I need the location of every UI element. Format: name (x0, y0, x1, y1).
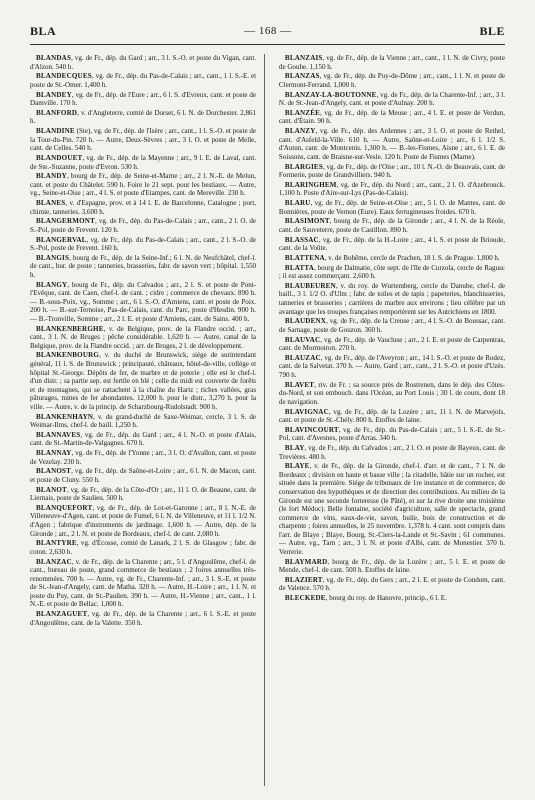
dictionary-entry (279, 381, 505, 407)
entry-headword: BLANGERVAL (36, 235, 87, 244)
entry-headword: BLAVINCOURT (284, 425, 339, 434)
header-left-word: BLA (30, 23, 57, 38)
dictionary-entry (30, 154, 256, 171)
entry-headword: BLANFORD (36, 108, 78, 117)
entry-text: , vg. de Fr., dép. de la Creuse ; arr., 4 l. S.-O. de Boussac, cant. de Sarnage, poste de Gouzon. 360 h. (278, 317, 505, 334)
dictionary-entry (279, 163, 505, 180)
dictionary-entry (279, 354, 505, 380)
entry-headword: BLANZAS (284, 72, 320, 81)
entry-headword: BLANNAVES (36, 430, 81, 439)
entry-headword: BLAZIERT (284, 575, 323, 584)
entry-text: , v. du duché de Brunswick, siége de surintendant général, 11 l. S. de Brunswick ; principauté, châteaux, hôtel-de-ville, collége et hôpital St.-George. Dépôts de fer, de marbre et de poterie ; elle est le chef-l. d'un distr. ; sa partie sep. est fertile en blé ; celle du midi est couverte de forêts et de montagnes, qui se rattachent à la chaîne du Hartz ; riches vallées, gras pâturages, mines de fer abondantes. 12,000 h. pour le distr., 3,270 h. pour la ville. — Autre, v. de la princip. de Scharzbourg-Rudolstadt. 900 h. (30, 351, 257, 411)
entry-text: , vg. de Fr., dép. du Gers ; arr., 2 l. E. et poste de Condom, cant. de Valence. 570 h. (278, 575, 505, 593)
entry-text: , v. du roy. de Wurtemberg, cercle du Danube, chef-l. de baill., 3 l. 1/2 O. d'Ulm ; fabr. de toiles et de tapis ; papeteries, blanchisseries, tanneries et brasseries ; carrières de marbre aux environs ; lieu célèbre par un avantage que les troupes françaises remportèrent sur les Autrichiens en 1800. (278, 281, 505, 316)
entry-headword: BLANDEY (36, 90, 72, 99)
entry-text: , bourg de Fr., dép. de la Lozère ; arr., 5 l. E. et poste de Mende, chef-l. de cant. 500 h. Etoffes de laine. (278, 557, 505, 575)
entry-headword: BLARGIES (284, 162, 323, 171)
dictionary-entry (30, 413, 256, 430)
entry-headword: BLANZAIS (284, 54, 323, 62)
column-divider (264, 54, 273, 786)
dictionary-entry (30, 127, 256, 153)
entry-headword: BLAUVAC (284, 335, 321, 344)
entry-headword: BLAUZAC (284, 353, 321, 362)
dictionary-entry (30, 325, 256, 351)
entry-headword: BLAYE (284, 462, 310, 471)
entry-text: , vg. de Fr., dép. du Puy-de-Dôme ; arr., cant., 1 l. N. et poste de Clermont-Ferrand. 1,000 h. (278, 72, 505, 89)
entry-headword: BLATTENA (284, 253, 325, 262)
entry-text: , vg. de Fr., dép. du Pas-de-Calais ; arr., 5 l. S.-E. de St.-Pol, cant. d'Avesnes, poste d'Arras. 340 h. (278, 425, 505, 443)
entry-text: , vg. de Fr., dép. de la Côte-d'Or ; arr., 11 l. O. de Beaune, cant. de Liernais, poste de Saulieu. 500 h. (30, 485, 257, 503)
dictionary-entry (279, 254, 505, 263)
entry-headword: BLASSAC (284, 235, 319, 244)
right-column (279, 54, 505, 786)
entry-text: , vg. de Fr., dép. du Nord ; arr., cant., 2 l. O. d'Azebrouck. 1,100 h. Poste d'Aire-sur-Lys (Pas-de-Calais). (278, 180, 505, 198)
dictionary-entry (279, 109, 505, 126)
entry-text: , vg. de Fr., dép. de l'Eure ; arr., 6 l. S. d'Evreux, cant. et poste de Damville. 170 h. (30, 90, 257, 108)
dictionary-entry (30, 91, 256, 108)
dictionary-entry (279, 594, 505, 603)
dictionary-entry (30, 449, 256, 466)
entry-text: , vg. d'Écosse, comté de Lanark, 2 l. S. de Glasgow ; fabr. de coton. 2,630 h. (30, 539, 257, 556)
dictionary-entry (30, 610, 256, 627)
entry-text: , vg. de Fr., dép. de la Vienne ; arr., cant., 1 l. N. de Civry, poste de Gouhe. 1,150 h. (278, 54, 505, 71)
entry-text: , vg. de Fr., dép. de la Mayenne ; arr., 9 l. E. de Laval, cant. de Ste.-Suzanne, poste d'Evron. 530 h. (30, 153, 257, 171)
dictionary-entry (30, 486, 256, 503)
entry-headword: BLANZAC (36, 557, 72, 566)
entry-text: , v. d'Angleterre, comté de Dorset, 6 l. N. de Dorchester. 2,861 h. (30, 108, 257, 126)
entry-headword: BLANNAY (36, 449, 72, 458)
dictionary-entry (30, 558, 256, 609)
running-header (30, 22, 505, 40)
entry-headword: BLANGERMONT (36, 217, 95, 226)
two-column-body (30, 54, 505, 786)
entry-headword: BLANES (36, 199, 66, 208)
entry-text: , v. de Belgique, prov. de la Flandre occid. ; arr., cant., 3 l. N. de Bruges ; pêche considérable. 1,620 h. — Autre, canal de la Belgique, prov. de la Flandre occid. ; arr. de Bruges, 2 l. de développement. (30, 324, 257, 350)
entry-text: , bourg de Fr., dép. de la Gironde ; arr., 4 l. N. de la Réole, cant. de Sauveterre, poste de Castillon. 890 h. (278, 217, 505, 234)
dictionary-entry (279, 127, 505, 161)
entry-headword: BLARU (284, 199, 311, 208)
entry-text: , v. d'Espagne, prov. et à 14 l. E. de Barcelonne, Catalogne ; port, chimie, tanneries. 3,600 h. (30, 199, 257, 216)
entry-headword: BLAUBEUREN (284, 281, 336, 290)
dictionary-entry (30, 54, 256, 71)
header-rule (30, 44, 505, 45)
dictionary-entry (279, 54, 505, 71)
entry-headword: BLANGY (36, 280, 68, 289)
dictionary-entry (279, 462, 505, 556)
entry-text: , v. de Fr., dép. de la Gironde, chef-l. d'arr. et de cant., 7 l. N. de Bordeaux ; division en haute et basse ville ; la citadelle, bâtie sur un rocher, est située dans la première. Siége de tribunaux de 1re instance et de commerce, de conservation des hypothèques et de direction des contributions. Au milieu de la Gironde est une seconde forteresse (le Pâté), et sur la rive droite une troisième (le fort Médoc). Belle fontaine, société d'agriculture, salle de spectacle, grand commerce de vins, eaux-de-vie, savon, huile, bois de construction et de charpente ; foires annuelles, le 25 novembre. 1,378 h. 4 cant. sont compris dans l'arr. de Blaye ; Blaye, Bourg, St.-Ciers-la-Lande et St.-Savin ; 61 communes. — Autre, vg., Tarn ; arr., 3 l. N. et poste d'Albi, cant. de Monestier. 370 h. Verrerie. (278, 462, 505, 556)
entry-headword: BLARINGHEM (284, 180, 337, 189)
entry-text: , vg. de Fr., dép. de la Charente ; arr., 6 l. S.-E. et poste d'Angoulême, cant. de la Valette. 350 h. (30, 610, 257, 627)
left-column (30, 54, 256, 786)
entry-headword: BLASIMONT (284, 217, 330, 226)
entry-text: , bourg de Fr., dép. de Seine-et-Marne ; arr., 2 l. N.-E. de Melun, cant. et poste du Châtelet. 590 h. Foire le 21 sept. pour les bestiaux. — Autre, vg., Seine-et-Oise ; arr., 4 l. S. et poste d'Etampes, cant. de Mereville. 230 h. (30, 172, 257, 198)
entry-text: , vg. de Fr., dép. de la H.-Loire ; arr., 4 l. S. et poste de Brioude, cant. de la Voûte. (278, 235, 505, 253)
entry-headword: BLANDECQUES (36, 72, 92, 81)
entry-headword: BLANZÉE (284, 108, 321, 117)
dictionary-entry (30, 199, 256, 216)
entry-headword: BLATTA (284, 263, 315, 272)
page-number: — 168 — (244, 25, 292, 37)
entry-headword: BLANGIS (36, 253, 70, 262)
dictionary-entry (30, 109, 256, 126)
dictionary-entry (30, 254, 256, 280)
entry-text: , bourg du roy. de Hanovre, princip., 6 l. E. (325, 594, 447, 603)
entry-text: , vg. de Fr., dép. du Pas-de-Calais ; arr., cant., 2 l. S.-O. de S.-Pol, poste de Frevent. 160 h. (30, 235, 257, 253)
entry-headword: BLANKENBOURG (36, 351, 100, 360)
entry-text: , vg. de Fr., dép. de la Lozère ; arr., 11 l. N. de Marvejols, cant. et poste de St.-Chély. 800 h. Etoffes de laine. (278, 407, 505, 425)
entry-text: , vg. de Fr., dép. du Gard ; arr., 3 l. S.-O. et poste du Vigan, cant. d'Alzon. 540 h. (30, 54, 257, 71)
entry-headword: BLANKENBERGHE (36, 324, 104, 333)
entry-text: , vg. de Fr., dép. de Seine-et-Oise ; arr., 5 l. O. de Mantes, cant. de Bonnières, poste de Vernon (Eure). Eaux ferrugineuses froides. 670 h. (278, 199, 505, 216)
entry-text: , vg. de Fr., dép. de Saône-et-Loire ; arr., 6 l. N. de Macon, cant. et poste de Cluny. 550 h. (30, 467, 257, 484)
entry-headword: BLAVET (284, 380, 315, 389)
entry-headword: BLANDINE (36, 127, 75, 136)
entry-headword: BLAUDENX (284, 317, 327, 326)
entry-headword: BLAVIGNAC (284, 407, 329, 416)
entry-headword: BLANZY (284, 127, 316, 136)
entry-headword: BLECKEDE (284, 594, 326, 603)
entry-text: , v. du grand-duché de Saxe-Weimar, cercle, 3 l. S. de Weimar-Ilms, chef-l. de baill. 1,250 h. (30, 412, 257, 430)
entry-headword: BLAY (284, 444, 305, 453)
dictionary-entry (279, 236, 505, 253)
entry-headword: BLANDY (36, 172, 67, 181)
dictionary-entry (279, 199, 505, 216)
entry-text: , v. de Fr., dép. de la Charente ; arr., 5 l. d'Angoulême, chef-l. de cant., bureau de poste, grand commerce de bestiaux ; 2 foires annuelles très-renommées. 700 h. — Autre, vg. de Fr., Charente-Inf. ; arr., 3 l. S.-E. et poste de St.-Jean-d'Angely, cant. de Matha. 320 h. — Autre, H.-Loire ; arr., 1 l. N. et poste du Puy, cant. de St.-Paulien. 390 h. — Autre, H.-Vienne ; arr., cant., 1 l. N.-E. et poste de Bellac. 1,000 h. (30, 557, 257, 609)
dictionary-entry (279, 264, 505, 281)
entry-text: , bourg de Fr., dép. de la Seine-Inf.; 6 l. N. de Neufchâtel, chef-l. de cant., bur. de poste ; tanneries, brasseries, fabr. de savon vert ; hôpital. 1,550 h. (30, 253, 257, 279)
dictionary-entry (30, 467, 256, 484)
dictionary-entry (279, 576, 505, 593)
entry-headword: BLANOST (36, 467, 72, 476)
entry-text: , bourg de Fr., dép. du Calvados ; arr., 2 l. S. et poste de Pont-l'Evêque, cant. de Caen, chef-l. de cant. ; cidre ; commerce de chevaux. 890 h. — B.-sous-Poix, vg., Somme ; arr., 6 l. S.-O. d'Amiens, cant. et poste de Poix. 200 h. — B.-sur-Ternoise, Pas-de-Calais, cant. du Parc, poste d'Hesdin. 900 h. — B.-Tronville, Somme ; arr., 2 l. E. et poste d'Amiens, cant. de Sains. 400 h. (30, 280, 257, 323)
dictionary-entry (30, 351, 256, 411)
entry-headword: BLANQUEFORT (36, 503, 93, 512)
entry-headword: BLAYMARD (284, 557, 328, 566)
dictionary-entry (30, 236, 256, 253)
entry-headword: BLANOT (36, 485, 67, 494)
header-right-word: BLE (479, 23, 505, 38)
entry-text: , bourg de Dalmatie, côte sept. de l'île de Curzola, cercle de Ragusc ; il est assez commerçant. 2,600 h. (278, 263, 505, 281)
dictionary-entry (279, 426, 505, 443)
entry-headword: BLANDOUET (36, 153, 83, 162)
dictionary-entry (279, 217, 505, 234)
dictionary-entry (30, 504, 256, 538)
dictionary-entry (30, 217, 256, 234)
entry-text: , vg. de Fr., dép. de la Meuse ; arr., 4 l. E. et poste de Verdun, cant. d'Étain. 90 h. (278, 108, 505, 126)
dictionary-entry (279, 444, 505, 461)
dictionary-entry (30, 431, 256, 448)
entry-headword: BLANDAS (36, 54, 72, 62)
entry-text: (Ste), vg. de Fr., dép. de l'Isère ; arr., cant., 1 l. S.-O. et poste de la Tour-du-Pin. 720 h. — Autre, Deux-Sèvres ; arr., 3 l. O. et poste de Melle, cant. de Celles. 540 h. (30, 127, 257, 153)
dictionary-entry (279, 336, 505, 353)
entry-text: , vg. de Fr., dép. de l'Aveyron ; arr., 14 l. S.-O. et poste de Rodez, cant. de la Salvetat. 370 h. — Autre, Gard ; arr., cant., 2 l. S.-O. et poste d'Uzès. 790 h. (278, 353, 505, 379)
entry-text: , vg. de Fr., dép. du Pas-de-Calais ; arr., cant., 1 l. S.-E. et poste de St.-Omer. 1,400 h. (30, 72, 257, 89)
dictionary-entry (30, 281, 256, 324)
entry-text: , vg. de Fr., dép. du Gard ; arr., 4 l. N.-O. et poste d'Alais, cant. de St.-Martin-de-Valgagnes. 670 h. (30, 430, 257, 448)
dictionary-entry (30, 72, 256, 89)
dictionary-entry (279, 317, 505, 334)
entry-text: , vg. de Fr., dép. des Ardennes ; arr., 3 l. O. et poste de Rethel, cant. d'Asfeld-la-Ville. 610 h. — Autre, Saône-et-Loire ; arr., 6 l. 1/2 S. d'Autun, cant. de Montcenis. 1,300 h. — B.-les-Fismes, Aisne ; arr., 6 l. E. de Soissons, cant. de Braisne-sur-Vesle. 120 h. Poste de Fismes (Marne). (278, 127, 505, 161)
entry-text: , vg. de Fr., dép. de la Charente-Inf. ; arr., 3 l. N. de St.-Jean-d'Angely, cant. et poste d'Aulnay. 200 h. (278, 90, 505, 108)
dictionary-entry (279, 282, 505, 316)
dictionary-entry (30, 539, 256, 556)
dictionary-entry (279, 408, 505, 425)
dictionary-entry (279, 72, 505, 89)
entry-text: , vg. de Fr., dép. du Calvados ; arr., 2 l. O. et poste de Bayeux, cant. de Trevières. 480 h. (278, 444, 505, 461)
entry-text: , vg. de Fr., dép. de l'Yonne ; arr., 3 l. O. d'Avallon, cant. et poste de Vezelay. 230 h. (30, 449, 257, 466)
entry-text: , vg. de Fr., dép. de Vaucluse ; arr., 2 l. E. et poste de Carpentras, cant. de Mormoiron. 270 h. (278, 335, 505, 353)
dictionary-entry (279, 181, 505, 198)
entry-headword: BLANZAY-LA-BOUTONNE (284, 90, 377, 99)
entry-headword: BLANTYRE (36, 539, 77, 548)
entry-text: , riv. de Fr. ; sa source près de Rostrenen, dans le dép. des Côtes-du-Nord, et son embouch. dans l'Océan, au Port Louis ; 30 l. de cours, dont 18 de navigation. (278, 380, 505, 406)
entry-text: , vg. de Fr., dép. du Pas-de-Calais ; arr., cant., 2 l. O. de S.-Pol, poste de Frevent. 120 h. (30, 217, 257, 234)
dictionary-entry (279, 558, 505, 575)
entry-headword: BLANKENHAYN (36, 412, 94, 421)
entry-text: , vg. de Fr., dép. de Lot-et-Garonne ; arr., 8 l. N.-E. de Villeneuve-d'Agen, cant. et poste de Fumel, 6 l. N. de Villeneuve, et 11 l. 1/2 N. d'Agen ; fabrique d'instruments de jardinage. 1,600 h. — Autre, dép. de la Gironde ; arr., 2 l. N. et poste de Bordeaux, chef-l. de cant. 2,080 h. (30, 503, 257, 538)
entry-text: , v. de Bohême, cercle de Prachen, 18 l. S. de Prague. 1,800 h. (324, 253, 500, 262)
entry-headword: BLANZAGUET (36, 610, 88, 619)
dictionary-entry (30, 172, 256, 198)
dictionary-entry (279, 91, 505, 108)
entry-text: , vg. de Fr., dép. de l'Oise ; arr., 10 l. N.-O. de Beauvais, cant. de Formerie, poste de Grandvilliers. 940 h. (278, 162, 505, 180)
